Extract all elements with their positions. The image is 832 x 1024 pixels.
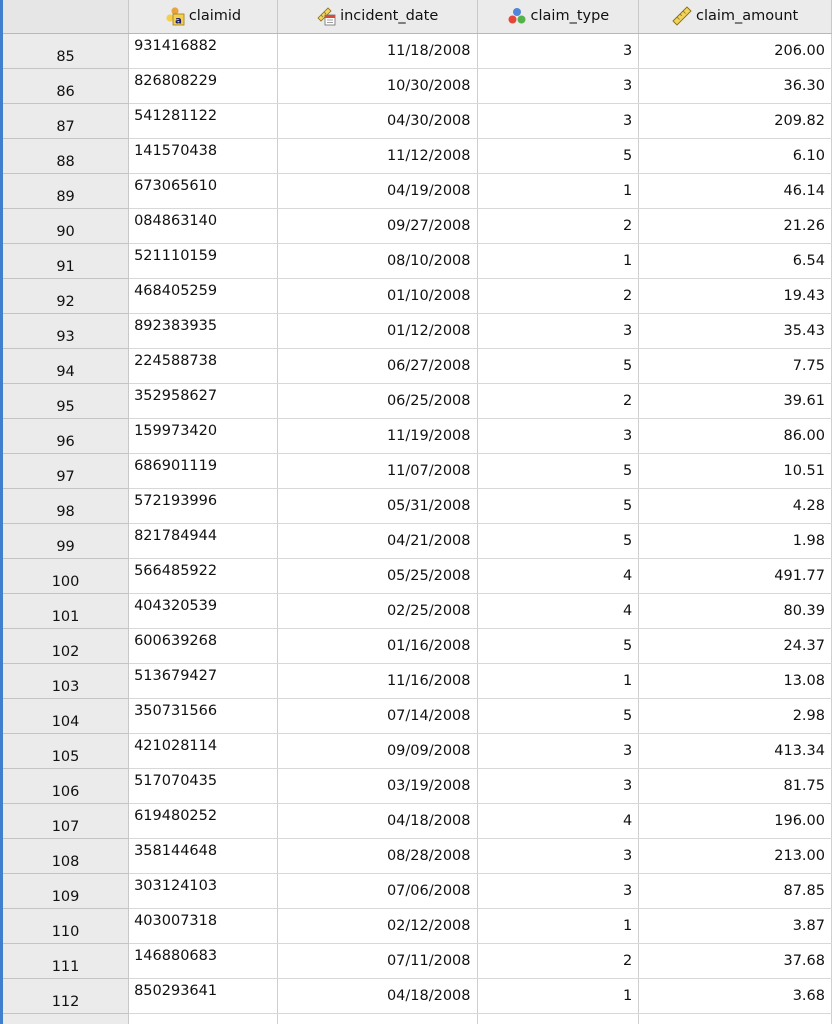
row-number-label: 109 [51, 888, 80, 905]
cell-claimid[interactable]: 566485922 [129, 558, 278, 593]
row-number[interactable] [3, 488, 129, 523]
cell-claimid[interactable]: 619480252 [129, 803, 278, 838]
cell-incident-date[interactable]: 08/10/2008 [277, 243, 477, 278]
row-number[interactable] [3, 733, 129, 768]
table-row [3, 488, 832, 523]
cell-incident-date[interactable]: 11/12/2008 [277, 138, 477, 173]
cell-incident-date[interactable]: 07/11/2008 [277, 943, 477, 978]
table-row [3, 278, 832, 313]
row-number-label: 104 [51, 713, 80, 730]
cell-claim-type[interactable]: 4 [477, 558, 639, 593]
row-number[interactable] [3, 103, 129, 138]
table-row [3, 628, 832, 663]
cell-claimid[interactable]: 821784944 [129, 523, 278, 558]
cell-claim-type[interactable]: 5 [477, 488, 639, 523]
row-number[interactable] [3, 803, 129, 838]
cell-claim-type[interactable]: 1 [477, 243, 639, 278]
cell-claim-amount[interactable]: 19.43 [639, 278, 832, 313]
row-number[interactable] [3, 243, 129, 278]
cell-claimid[interactable]: 403007318 [129, 908, 278, 943]
cell-claim-type[interactable]: 2 [477, 278, 639, 313]
row-number[interactable] [3, 768, 129, 803]
cell-claimid[interactable]: 224588738 [129, 348, 278, 383]
cell-claim-type[interactable]: 5 [477, 453, 639, 488]
row-number-label: 101 [51, 608, 80, 625]
table-row [3, 138, 832, 173]
row-number[interactable] [3, 383, 129, 418]
cell-claimid[interactable]: 521110159 [129, 243, 278, 278]
cell-claim-amount[interactable] [639, 1013, 832, 1024]
cell-claimid[interactable]: 931416882 [129, 33, 278, 68]
row-number[interactable] [3, 348, 129, 383]
cell-claim-amount[interactable]: 213.00 [639, 838, 832, 873]
row-number[interactable] [3, 1013, 129, 1024]
row-number-label: 86 [56, 83, 75, 100]
row-number-label: 89 [56, 188, 75, 205]
row-number[interactable] [3, 628, 129, 663]
row-number[interactable] [3, 33, 129, 68]
cell-claimid[interactable]: 673065610 [129, 173, 278, 208]
table-row [3, 418, 832, 453]
cell-claim-amount[interactable]: 81.75 [639, 768, 832, 803]
row-number[interactable] [3, 138, 129, 173]
column-header-claim-amount[interactable] [639, 0, 832, 33]
data-table [3, 0, 832, 1024]
cell-incident-date[interactable]: 02/25/2008 [277, 593, 477, 628]
row-number[interactable] [3, 698, 129, 733]
cell-claimid[interactable]: 146880683 [129, 943, 278, 978]
cell-claim-amount[interactable]: 413.34 [639, 733, 832, 768]
row-number-label: 87 [56, 118, 75, 135]
table-row [3, 208, 832, 243]
svg-text:a: a [174, 15, 182, 27]
cell-claimid[interactable]: 159973420 [129, 418, 278, 453]
cell-claim-type[interactable]: 5 [477, 138, 639, 173]
row-number-label: 98 [56, 503, 75, 520]
row-number-label: 88 [56, 153, 75, 170]
cell-incident-date[interactable]: 01/16/2008 [277, 628, 477, 663]
cell-incident-date[interactable]: 11/19/2008 [277, 418, 477, 453]
cell-claim-type[interactable]: 3 [477, 33, 639, 68]
row-number-label: 85 [56, 48, 75, 65]
cell-claim-amount[interactable]: 206.00 [639, 33, 832, 68]
cell-incident-date[interactable]: 05/31/2008 [277, 488, 477, 523]
row-number-label: 93 [56, 328, 75, 345]
row-number[interactable] [3, 558, 129, 593]
cell-claim-type[interactable]: 5 [477, 628, 639, 663]
cell-claimid[interactable]: 517070435 [129, 768, 278, 803]
cell-incident-date[interactable]: 03/19/2008 [277, 768, 477, 803]
row-number-label: 112 [51, 993, 80, 1010]
cell-claimid[interactable]: 084863140 [129, 208, 278, 243]
cell-claim-type[interactable]: 5 [477, 348, 639, 383]
row-number-label: 103 [51, 678, 80, 695]
column-label: incident_date [340, 8, 439, 25]
cell-claim-amount[interactable]: 491.77 [639, 558, 832, 593]
cell-claim-amount[interactable]: 87.85 [639, 873, 832, 908]
cell-incident-date[interactable]: 11/16/2008 [277, 663, 477, 698]
cell-incident-date[interactable]: 07/06/2008 [277, 873, 477, 908]
cell-claim-amount[interactable]: 209.82 [639, 103, 832, 138]
row-number-label: 108 [51, 853, 80, 870]
row-number-label: 91 [56, 258, 75, 275]
table-body [3, 33, 832, 1024]
cell-claimid[interactable]: 892383935 [129, 313, 278, 348]
cell-incident-date[interactable]: 04/21/2008 [277, 523, 477, 558]
cell-claimid[interactable] [129, 1013, 278, 1024]
cell-incident-date[interactable]: 06/25/2008 [277, 383, 477, 418]
cell-claim-amount[interactable]: 86.00 [639, 418, 832, 453]
cell-claim-type[interactable]: 3 [477, 873, 639, 908]
table-row [3, 733, 832, 768]
cell-incident-date[interactable]: 09/27/2008 [277, 208, 477, 243]
row-number[interactable] [3, 418, 129, 453]
cell-claim-type[interactable]: 5 [477, 698, 639, 733]
row-number[interactable] [3, 663, 129, 698]
table-row [3, 1013, 832, 1024]
row-number[interactable] [3, 908, 129, 943]
cell-incident-date[interactable]: 04/18/2008 [277, 978, 477, 1013]
cell-claim-amount[interactable]: 3.68 [639, 978, 832, 1013]
row-number-label: 96 [56, 433, 75, 450]
cell-claimid[interactable]: 468405259 [129, 278, 278, 313]
cell-claim-amount[interactable]: 37.68 [639, 943, 832, 978]
cell-claimid[interactable]: 303124103 [129, 873, 278, 908]
row-number[interactable] [3, 313, 129, 348]
cell-claim-amount[interactable]: 35.43 [639, 313, 832, 348]
cell-claim-type[interactable]: 3 [477, 838, 639, 873]
row-number-label: 95 [56, 398, 75, 415]
scale-date-icon [316, 6, 336, 26]
table-row [3, 908, 832, 943]
table-row [3, 593, 832, 628]
cell-incident-date[interactable]: 04/19/2008 [277, 173, 477, 208]
cell-claimid[interactable]: 141570438 [129, 138, 278, 173]
cell-claimid[interactable]: 350731566 [129, 698, 278, 733]
cell-claim-amount[interactable]: 13.08 [639, 663, 832, 698]
cell-claimid[interactable]: 826808229 [129, 68, 278, 103]
cell-claimid[interactable]: 600639268 [129, 628, 278, 663]
cell-claim-amount[interactable]: 2.98 [639, 698, 832, 733]
cell-claim-type[interactable]: 1 [477, 908, 639, 943]
cell-claim-type[interactable]: 1 [477, 978, 639, 1013]
cell-incident-date[interactable]: 11/18/2008 [277, 33, 477, 68]
cell-incident-date[interactable]: 08/28/2008 [277, 838, 477, 873]
table-row [3, 558, 832, 593]
column-label: claimid [188, 8, 242, 25]
cell-incident-date[interactable]: 10/30/2008 [277, 68, 477, 103]
row-number[interactable] [3, 838, 129, 873]
table-row [3, 523, 832, 558]
corner-cell[interactable] [3, 0, 129, 33]
cell-claim-amount[interactable]: 7.75 [639, 348, 832, 383]
row-number-label: 92 [56, 293, 75, 310]
row-number-label: 97 [56, 468, 75, 485]
cell-claim-amount[interactable]: 46.14 [639, 173, 832, 208]
row-number-label: 107 [51, 818, 80, 835]
nominal-string-icon [165, 6, 185, 26]
table-row [3, 348, 832, 383]
table-row [3, 33, 832, 68]
cell-incident-date[interactable] [277, 1013, 477, 1024]
column-header-claimid[interactable] [129, 0, 278, 33]
row-number-label: 102 [51, 643, 80, 660]
cell-claimid[interactable]: 686901119 [129, 453, 278, 488]
row-number-label: 99 [56, 538, 75, 555]
table-row [3, 698, 832, 733]
cell-claim-type[interactable]: 3 [477, 418, 639, 453]
column-header-row [3, 0, 832, 33]
row-number[interactable] [3, 208, 129, 243]
cell-claim-type[interactable]: 1 [477, 663, 639, 698]
row-number-label: 100 [51, 573, 80, 590]
row-number[interactable] [3, 68, 129, 103]
table-row [3, 173, 832, 208]
cell-claimid[interactable]: 850293641 [129, 978, 278, 1013]
row-number-label: 94 [56, 363, 75, 380]
column-header-incident-date[interactable] [277, 0, 477, 33]
table-row [3, 663, 832, 698]
column-header-claim-type[interactable] [477, 0, 639, 33]
table-row [3, 768, 832, 803]
cell-claim-type[interactable]: 3 [477, 313, 639, 348]
cell-incident-date[interactable]: 09/09/2008 [277, 733, 477, 768]
cell-claim-amount[interactable]: 24.37 [639, 628, 832, 663]
row-number-label: 105 [51, 748, 80, 765]
table-row [3, 453, 832, 488]
cell-claimid[interactable]: 513679427 [129, 663, 278, 698]
row-number[interactable] [3, 173, 129, 208]
table-row [3, 803, 832, 838]
cell-incident-date[interactable]: 04/18/2008 [277, 803, 477, 838]
cell-claim-amount[interactable]: 10.51 [639, 453, 832, 488]
cell-claim-type[interactable]: 2 [477, 383, 639, 418]
cell-claim-type[interactable]: 5 [477, 523, 639, 558]
cell-claim-amount[interactable]: 4.28 [639, 488, 832, 523]
table-row [3, 103, 832, 138]
nominal-icon [507, 6, 527, 26]
cell-claimid[interactable]: 404320539 [129, 593, 278, 628]
row-number[interactable] [3, 278, 129, 313]
cell-incident-date[interactable]: 04/30/2008 [277, 103, 477, 138]
row-number-label: 90 [56, 223, 75, 240]
cell-claim-amount[interactable]: 196.00 [639, 803, 832, 838]
cell-claim-type[interactable] [477, 1013, 639, 1024]
table-row [3, 943, 832, 978]
cell-incident-date[interactable]: 11/07/2008 [277, 453, 477, 488]
row-number[interactable] [3, 978, 129, 1013]
cell-claim-amount[interactable]: 3.87 [639, 908, 832, 943]
cell-incident-date[interactable]: 07/14/2008 [277, 698, 477, 733]
cell-claim-type[interactable]: 3 [477, 68, 639, 103]
cell-incident-date[interactable]: 06/27/2008 [277, 348, 477, 383]
cell-claim-type[interactable]: 2 [477, 943, 639, 978]
table-row [3, 873, 832, 908]
row-number[interactable] [3, 453, 129, 488]
table-row [3, 838, 832, 873]
cell-claim-amount[interactable]: 39.61 [639, 383, 832, 418]
cell-claimid[interactable]: 358144648 [129, 838, 278, 873]
cell-claim-type[interactable]: 1 [477, 173, 639, 208]
row-number[interactable] [3, 523, 129, 558]
cell-incident-date[interactable]: 01/12/2008 [277, 313, 477, 348]
cell-incident-date[interactable]: 01/10/2008 [277, 278, 477, 313]
cell-claim-type[interactable]: 3 [477, 103, 639, 138]
window-left-border [0, 0, 3, 1024]
cell-claimid[interactable]: 541281122 [129, 103, 278, 138]
cell-claim-amount[interactable]: 36.30 [639, 68, 832, 103]
cell-claim-type[interactable]: 2 [477, 208, 639, 243]
cell-claim-amount[interactable]: 80.39 [639, 593, 832, 628]
cell-claim-amount[interactable]: 21.26 [639, 208, 832, 243]
cell-claim-type[interactable]: 3 [477, 733, 639, 768]
column-label: claim_amount [696, 8, 799, 25]
cell-claim-type[interactable]: 4 [477, 593, 639, 628]
cell-claimid[interactable]: 572193996 [129, 488, 278, 523]
cell-claimid[interactable]: 352958627 [129, 383, 278, 418]
row-number-label: 111 [51, 958, 80, 975]
cell-claim-amount[interactable]: 6.10 [639, 138, 832, 173]
table-row [3, 978, 832, 1013]
table-row [3, 243, 832, 278]
table-row [3, 313, 832, 348]
row-number[interactable] [3, 873, 129, 908]
cell-incident-date[interactable]: 05/25/2008 [277, 558, 477, 593]
row-number[interactable] [3, 593, 129, 628]
cell-claim-amount[interactable]: 1.98 [639, 523, 832, 558]
cell-claim-amount[interactable]: 6.54 [639, 243, 832, 278]
column-label: claim_type [530, 8, 610, 25]
scale-ruler-icon [672, 6, 692, 26]
row-number[interactable] [3, 943, 129, 978]
cell-claimid[interactable]: 421028114 [129, 733, 278, 768]
row-number-label: 110 [51, 923, 80, 940]
cell-claim-type[interactable]: 3 [477, 768, 639, 803]
table-row [3, 383, 832, 418]
table-row [3, 68, 832, 103]
cell-incident-date[interactable]: 02/12/2008 [277, 908, 477, 943]
cell-claim-type[interactable]: 4 [477, 803, 639, 838]
row-number-label: 106 [51, 783, 80, 800]
